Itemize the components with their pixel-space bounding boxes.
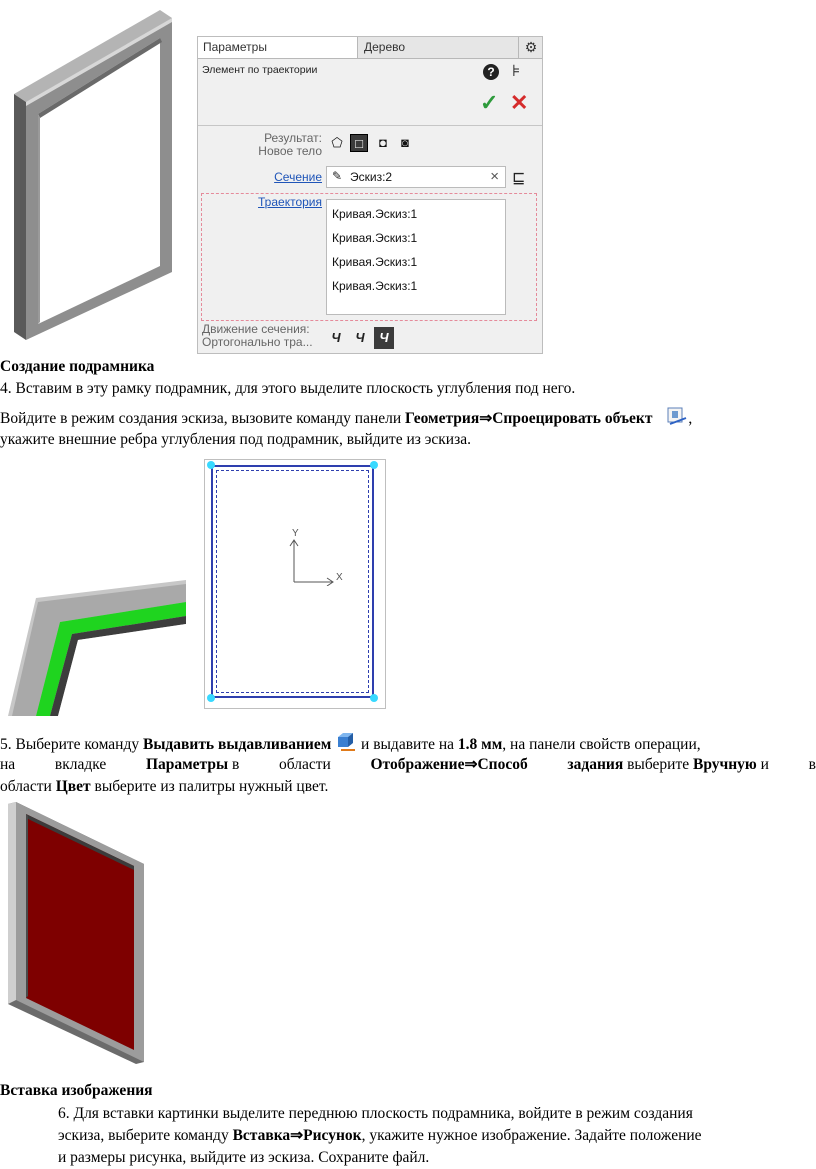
tab-tree[interactable]: Дерево <box>359 37 519 58</box>
operation-properties-panel <box>197 36 543 354</box>
help-icon[interactable]: ? <box>483 64 499 80</box>
heading-create-subframe: Создание подрамника <box>0 358 155 375</box>
project-object-icon <box>666 406 688 426</box>
result-mode-icon-3[interactable]: ◘ <box>379 135 387 150</box>
corner-point[interactable] <box>207 461 215 469</box>
axis-y-label: Y <box>292 528 299 539</box>
paragraph-step-5: 5. Выберите команду Выдавить выдавливанием и выдавите на 1.8 мм, на панели свойств операции, <box>0 731 816 756</box>
motion-label-line2: Ортогонально тра... <box>202 335 313 349</box>
result-label-line2: Новое тело <box>258 144 322 158</box>
paragraph-step-5b: на вкладке Параметры в области Отображение⇒Способ задания выберите Вручную и в <box>0 756 816 773</box>
subframe-corner-image <box>8 580 186 716</box>
tab-parameters[interactable]: Параметры <box>198 37 358 58</box>
corner-point[interactable] <box>370 694 378 702</box>
trajectory-label-link[interactable]: Траектория <box>258 195 322 209</box>
panel-tab-bar <box>198 37 542 59</box>
paragraph-step-4b: Войдите в режим создания эскиза, вызовите команду панели Геометрия⇒Спроецировать объект , <box>0 406 816 430</box>
operation-title: Элемент по траектории <box>202 64 318 76</box>
corner-point[interactable] <box>207 694 215 702</box>
list-item[interactable]: Кривая.Эскиз:1 <box>332 255 418 269</box>
divider <box>198 125 542 126</box>
paragraph-step-6-line2: эскиза, выберите команду Вставка⇒Рисунок, укажите нужное изображение. Задайте положение <box>58 1127 702 1144</box>
confirm-check-icon[interactable]: ✓ <box>480 90 499 115</box>
paragraph-step-6 <box>58 1103 816 1169</box>
motion-orthogonal-icon[interactable]: Ч <box>374 327 394 349</box>
paragraph-step-6-line3: и размеры рисунка, выйдите из эскиза. Сохраните файл. <box>58 1149 430 1166</box>
motion-label <box>202 323 322 349</box>
cancel-cross-icon[interactable]: ✕ <box>510 90 529 115</box>
gear-icon[interactable]: ⚙ <box>524 39 538 55</box>
trajectory-list[interactable] <box>326 199 506 315</box>
motion-mode-icon-1[interactable]: Ч <box>331 330 341 345</box>
select-geometry-icon[interactable]: ⊑ <box>512 170 526 187</box>
result-new-body-icon[interactable]: □ <box>350 134 368 152</box>
extrude-icon <box>335 731 357 751</box>
list-item[interactable]: Кривая.Эскиз:1 <box>332 231 418 245</box>
list-item[interactable]: Кривая.Эскиз:1 <box>332 279 418 293</box>
paragraph-step-5c: области Цвет выберите из палитры нужный цвет. <box>0 778 329 795</box>
clear-icon[interactable]: × <box>490 168 499 185</box>
paragraph-step-4: 4. Вставим в эту рамку подрамник, для этого выделите плоскость углубления под него. <box>0 380 576 397</box>
axis-x-label: X <box>336 572 343 583</box>
pencil-icon: ✎ <box>332 169 343 183</box>
paragraph-step-4c: укажите внешние ребра углубления под подрамник, выйдите из эскиза. <box>0 431 471 448</box>
result-label-line1: Результат: <box>264 131 322 145</box>
result-mode-icon-4[interactable]: ◙ <box>401 135 409 150</box>
tree-structure-icon[interactable]: ⊧ <box>512 63 521 80</box>
section-label-link[interactable]: Сечение <box>274 170 322 184</box>
list-item[interactable]: Кривая.Эскиз:1 <box>332 207 418 221</box>
paragraph-step-6-line1: 6. Для вставки картинки выделите переднюю плоскость подрамника, войдите в режим создания <box>58 1105 693 1122</box>
red-subframe-image <box>6 800 146 1076</box>
motion-label-line1: Движение сечения: <box>202 322 310 336</box>
corner-point[interactable] <box>370 461 378 469</box>
section-field[interactable] <box>326 166 506 188</box>
result-label <box>218 132 322 158</box>
frame-3d-image <box>10 6 182 346</box>
motion-mode-icon-2[interactable]: Ч <box>355 330 365 345</box>
section-value: Эскиз:2 <box>350 170 393 184</box>
heading-insert-image: Вставка изображения <box>0 1082 153 1099</box>
result-mode-icon-1[interactable]: ⬠ <box>331 135 343 150</box>
